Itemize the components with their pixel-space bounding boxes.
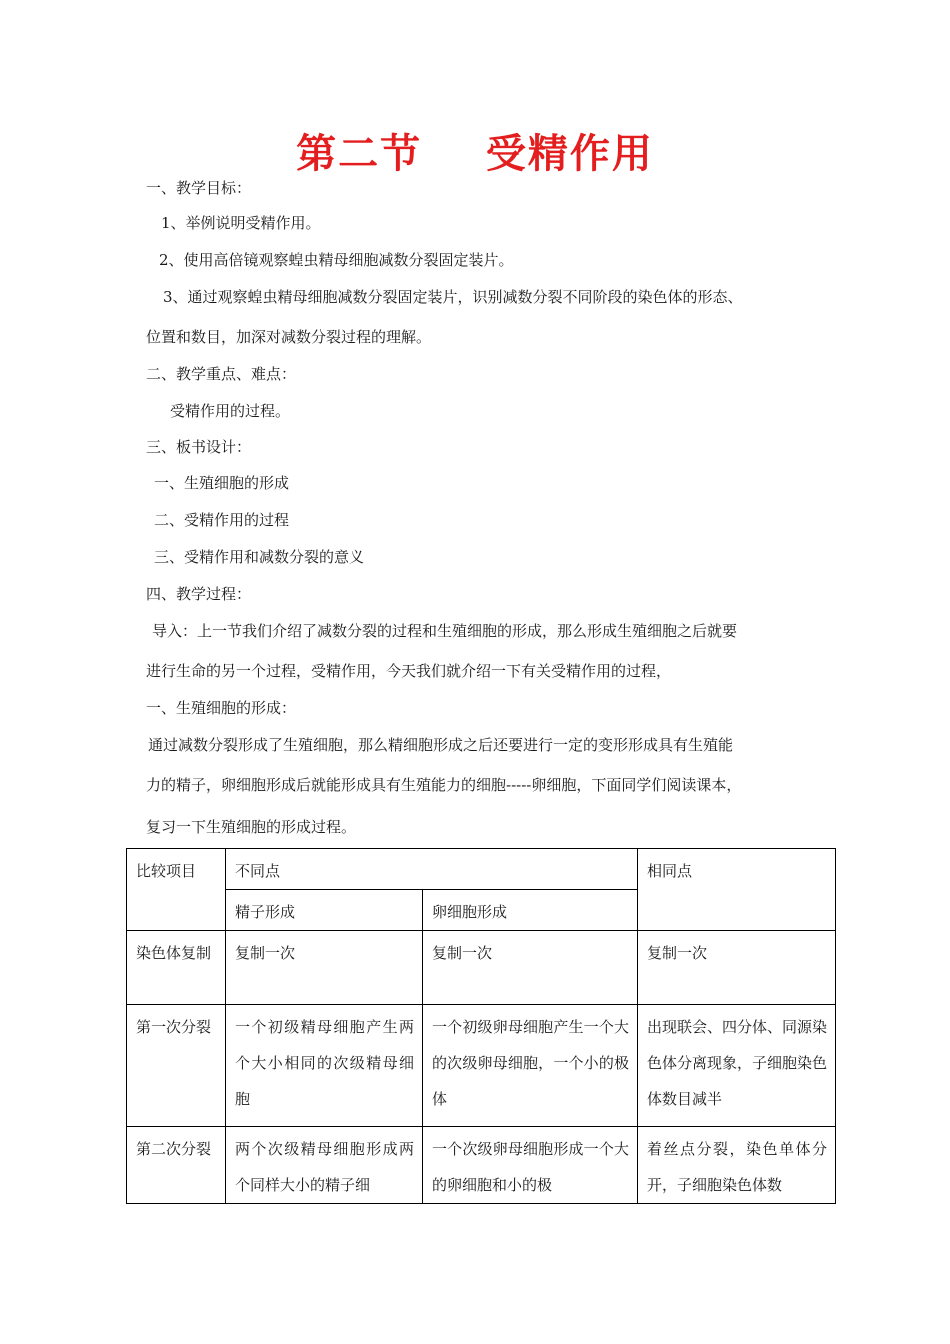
row-label: 染色体复制 <box>127 931 226 1005</box>
cell-egg: 一个次级卵母细胞形成一个大的卵细胞和小的极 <box>423 1127 638 1204</box>
table-header-same: 相同点 <box>638 849 836 931</box>
section-heading-objectives: 一、教学目标： <box>146 179 252 197</box>
body-paragraph-end: 复习一下生殖细胞的形成过程。 <box>146 818 357 836</box>
table-row <box>127 1005 836 1127</box>
objective-3-cont: 位置和数目，加深对减数分裂过程的理解。 <box>146 328 432 346</box>
cell-same: 出现联会、四分体、同源染色体分离现象，子细胞染色体数目减半 <box>638 1005 836 1127</box>
keypoint-text: 受精作用的过程。 <box>170 402 291 420</box>
board-item-1: 一、生殖细胞的形成 <box>154 474 290 492</box>
table-header-sperm: 精子形成 <box>226 890 423 931</box>
body-paragraph-cont: 力的精子，卵细胞形成后就能形成具有生殖能力的细胞-----卵细胞，下面同学们阅读课本， <box>146 776 742 794</box>
objective-3: 3、通过观察蝗虫精母细胞减数分裂固定装片，识别减数分裂不同阶段的染色体的形态、 <box>163 288 743 306</box>
table-row <box>127 931 836 1005</box>
cell-egg: 一个初级卵母细胞产生一个大的次级卵母细胞，一个小的极体 <box>423 1005 638 1127</box>
cell-egg: 复制一次 <box>423 931 638 1005</box>
table-header-different: 不同点 <box>226 849 638 890</box>
intro-paragraph-cont: 进行生命的另一个过程，受精作用，今天我们就介绍一下有关受精作用的过程， <box>146 662 672 680</box>
table-header-egg: 卵细胞形成 <box>423 890 638 931</box>
objective-2: 2、使用高倍镜观察蝗虫精母细胞减数分裂固定装片。 <box>159 251 514 269</box>
intro-paragraph: 导入：上一节我们介绍了减数分裂的过程和生殖细胞的形成，那么形成生殖细胞之后就要 <box>152 622 738 640</box>
board-item-2: 二、受精作用的过程 <box>154 511 290 529</box>
cell-sperm: 两个次级精母细胞形成两个同样大小的精子细 <box>226 1127 423 1204</box>
cell-same: 着丝点分裂，染色单体分开，子细胞染色体数 <box>638 1127 836 1204</box>
table-row <box>127 1127 836 1204</box>
section-heading-keypoints: 二、教学重点、难点： <box>146 365 297 383</box>
cell-sperm: 一个初级精母细胞产生两个大小相同的次级精母细胞 <box>226 1005 423 1127</box>
subsection-heading: 一、生殖细胞的形成： <box>146 699 297 717</box>
row-label: 第一次分裂 <box>127 1005 226 1127</box>
section-heading-board: 三、板书设计： <box>146 438 252 456</box>
row-label: 第二次分裂 <box>127 1127 226 1204</box>
table-header-item: 比较项目 <box>127 849 226 931</box>
board-item-3: 三、受精作用和减数分裂的意义 <box>154 548 365 566</box>
comparison-table <box>126 848 836 1204</box>
section-heading-process: 四、教学过程： <box>146 585 252 603</box>
objective-1: 1、举例说明受精作用。 <box>161 214 321 232</box>
page-title: 第二节 受精作用 <box>296 131 654 177</box>
cell-sperm: 复制一次 <box>226 931 423 1005</box>
body-paragraph: 通过减数分裂形成了生殖细胞，那么精细胞形成之后还要进行一定的变形形成具有生殖能 <box>148 736 734 754</box>
cell-same: 复制一次 <box>638 931 836 1005</box>
